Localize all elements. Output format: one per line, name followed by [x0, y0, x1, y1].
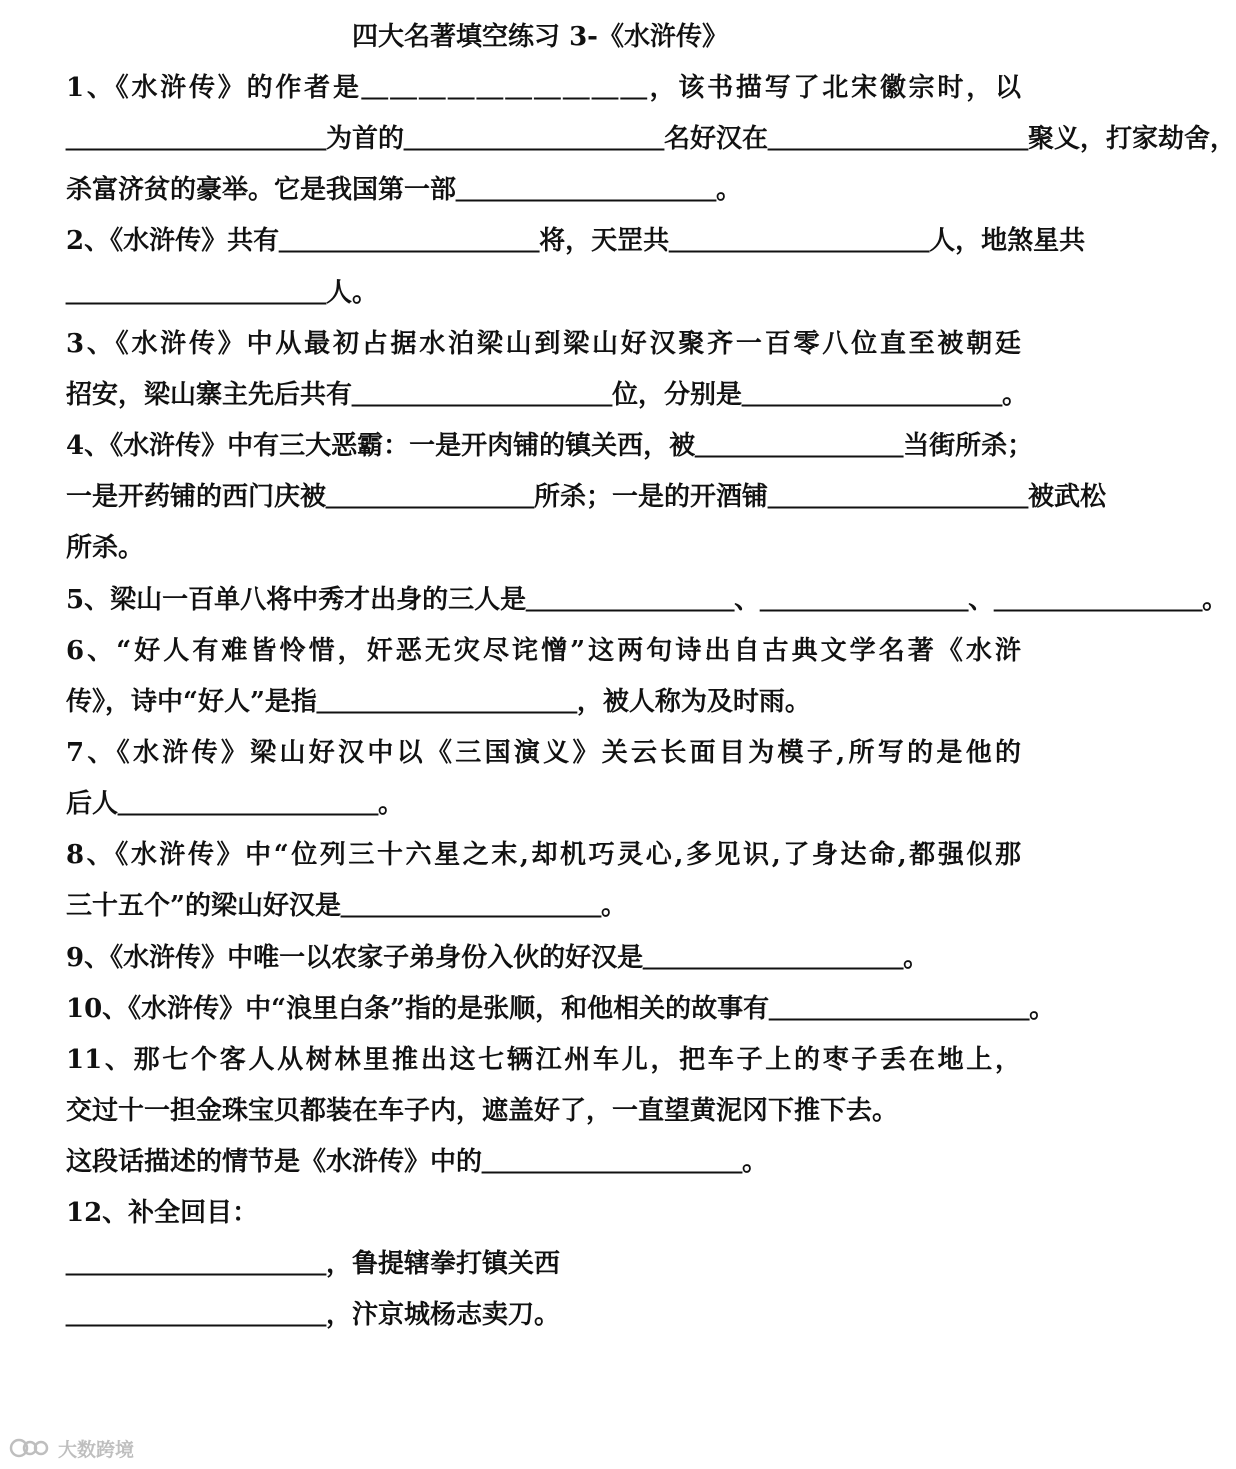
question-line: 5、梁山一百单八将中秀才出身的三人是＿＿＿＿＿＿＿＿、＿＿＿＿＿＿＿＿、＿＿＿＿＿＿＿＿。: [66, 585, 1229, 615]
question-line: ＿＿＿＿＿＿＿＿＿＿为首的＿＿＿＿＿＿＿＿＿＿名好汉在＿＿＿＿＿＿＿＿＿＿聚义，打家劫舍，: [66, 124, 1236, 154]
question-line: 传》，诗中“好人”是指＿＿＿＿＿＿＿＿＿＿，被人称为及时雨。: [66, 687, 811, 717]
page-title: 四大名著填空练习 3-《水浒传》: [352, 22, 728, 52]
question-line: 3、《水浒传》中从最初占据水泊梁山到梁山好汉聚齐一百零八位直至被朝廷: [66, 329, 1021, 359]
question-line: ＿＿＿＿＿＿＿＿＿＿人。: [66, 278, 379, 308]
question-line: 6、“好人有难皆怜惜，奸恶无灾尽诧憎”这两句诗出自古典文学名著《水浒: [66, 636, 1021, 666]
question-line: 后人＿＿＿＿＿＿＿＿＿＿。: [66, 789, 405, 819]
watermark: [8, 1436, 134, 1460]
watermark-text: 大数跨境: [58, 1438, 135, 1461]
question-line: 1、《水浒传》的作者是＿＿＿＿＿＿＿＿＿＿，该书描写了北宋徽宗时，以: [66, 73, 1021, 103]
question-line: 杀富济贫的豪举。它是我国第一部＿＿＿＿＿＿＿＿＿＿。: [66, 175, 743, 205]
question-line: ＿＿＿＿＿＿＿＿＿＿，汴京城杨志卖刀。: [66, 1300, 561, 1330]
question-line: ＿＿＿＿＿＿＿＿＿＿，鲁提辖拳打镇关西: [66, 1249, 561, 1279]
question-line: 8、《水浒传》中“位列三十六星之末,却机巧灵心,多见识,了身达命,都强似那: [66, 840, 1021, 870]
question-line: 4、《水浒传》中有三大恶霸：一是开肉铺的镇关西，被＿＿＿＿＿＿＿＿当街所杀；: [66, 431, 1034, 461]
question-line: 10、《水浒传》中“浪里白条”指的是张顺，和他相关的故事有＿＿＿＿＿＿＿＿＿＿。: [66, 994, 1056, 1024]
question-line: 一是开药铺的西门庆被＿＿＿＿＿＿＿＿所杀；一是的开酒铺＿＿＿＿＿＿＿＿＿＿被武松: [66, 482, 1107, 512]
question-line: 交过十一担金珠宝贝都装在车子内，遮盖好了，一直望黄泥冈下推下去。: [66, 1096, 899, 1126]
question-line: 2、《水浒传》共有＿＿＿＿＿＿＿＿＿＿将，天罡共＿＿＿＿＿＿＿＿＿＿人，地煞星共: [66, 226, 1086, 256]
question-line: 9、《水浒传》中唯一以农家子弟身份入伙的好汉是＿＿＿＿＿＿＿＿＿＿。: [66, 943, 930, 973]
question-line: 这段话描述的情节是《水浒传》中的＿＿＿＿＿＿＿＿＿＿。: [66, 1147, 769, 1177]
question-line: 三十五个”的梁山好汉是＿＿＿＿＿＿＿＿＿＿。: [66, 891, 627, 921]
question-line: 11、那七个客人从树林里推出这七辆江州车儿，把车子上的枣子丢在地上，: [66, 1045, 1021, 1075]
question-line: 12、补全回目：: [66, 1198, 259, 1228]
question-line: 招安，梁山寨主先后共有＿＿＿＿＿＿＿＿＿＿位，分别是＿＿＿＿＿＿＿＿＿＿。: [66, 380, 1029, 410]
question-line: 所杀。: [66, 533, 145, 563]
brand-logo-icon: [8, 1437, 52, 1459]
question-line: 7、《水浒传》梁山好汉中以《三国演义》关云长面目为模子,所写的是他的: [66, 738, 1021, 768]
